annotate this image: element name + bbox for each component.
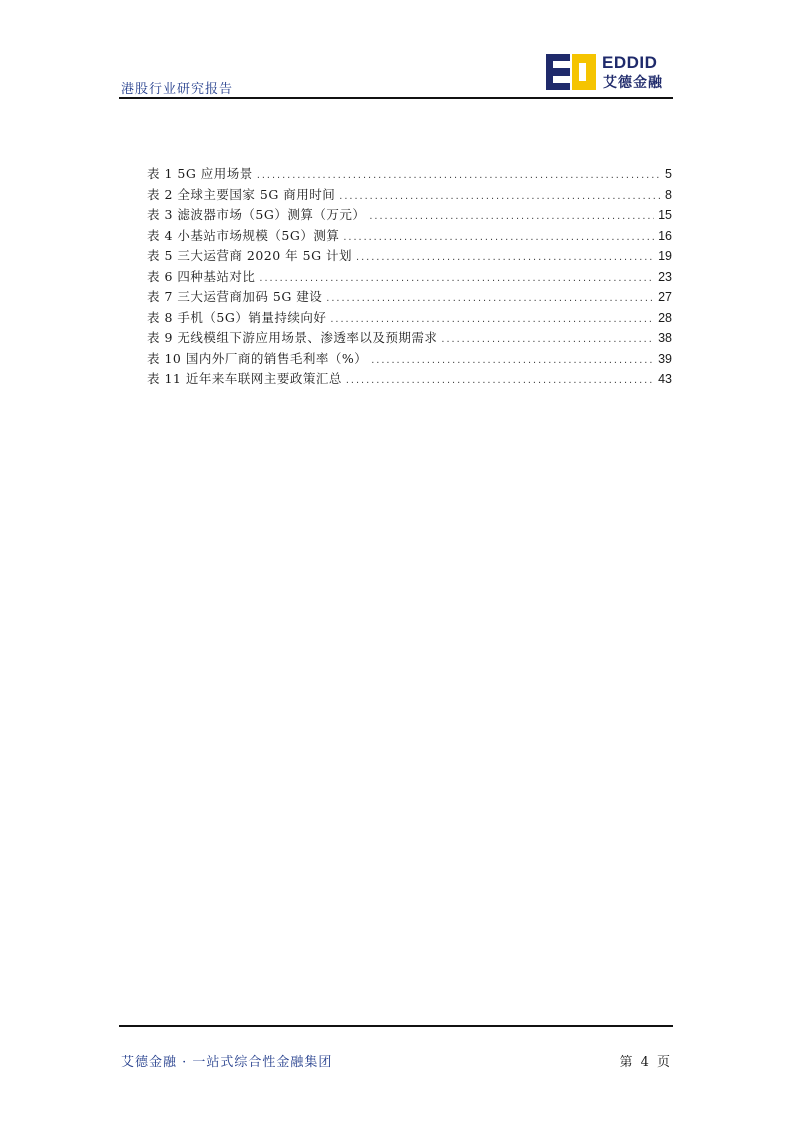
toc-entry[interactable] <box>147 369 672 390</box>
toc-entry-label: 表 11 近年来车联网主要政策汇总 <box>147 371 342 386</box>
toc-entry-label: 表 5 三大运营商 2020 年 5G 计划 <box>147 248 353 263</box>
table-of-tables <box>147 164 672 390</box>
toc-entry[interactable] <box>147 185 672 206</box>
toc-entry[interactable] <box>147 246 672 267</box>
eddid-logo-mark-icon <box>546 54 596 90</box>
toc-entry[interactable] <box>147 205 672 226</box>
report-category-title: 港股行业研究报告 <box>121 82 234 97</box>
toc-entry-page-number: 16 <box>658 228 672 243</box>
toc-entry[interactable] <box>147 287 672 308</box>
toc-entry[interactable] <box>147 328 672 349</box>
toc-entry-page-number: 43 <box>658 372 672 386</box>
toc-entry-page-number: 39 <box>658 351 672 366</box>
toc-dot-leader <box>326 292 654 304</box>
toc-entry-page-number: 19 <box>658 249 672 263</box>
footer-company-slogan: 艾德金融 · 一站式综合性金融集团 <box>121 1055 333 1070</box>
toc-dot-leader <box>259 272 654 284</box>
toc-entry-page-number: 38 <box>658 331 672 345</box>
header-divider <box>119 97 673 99</box>
toc-entry-page-number: 23 <box>658 269 672 284</box>
toc-dot-leader <box>346 374 654 386</box>
toc-dot-leader <box>330 313 654 325</box>
toc-dot-leader <box>369 210 654 222</box>
toc-dot-leader <box>441 333 654 345</box>
toc-dot-leader <box>371 354 654 366</box>
toc-entry-label: 表 9 无线模组下游应用场景、渗透率以及预期需求 <box>147 330 438 345</box>
toc-entry-label: 表 4 小基站市场规模（5G）测算 <box>147 227 340 243</box>
page-number: 第 4 页 <box>619 1055 672 1070</box>
toc-entry-label: 表 1 5G 应用场景 <box>147 166 253 181</box>
toc-entry[interactable] <box>147 226 672 247</box>
toc-entry[interactable] <box>147 164 672 185</box>
toc-entry-label: 表 10 国内外厂商的销售毛利率（%） <box>147 350 368 366</box>
eddid-logo <box>546 54 672 90</box>
logo-chinese-text: 艾德金融 <box>603 75 663 91</box>
toc-entry-label: 表 3 滤波器市场（5G）测算（万元） <box>147 207 366 222</box>
toc-dot-leader <box>356 251 654 263</box>
toc-dot-leader <box>339 190 661 202</box>
logo-english-text: EDDID <box>602 53 658 72</box>
toc-entry-label: 表 6 四种基站对比 <box>147 268 256 284</box>
toc-entry-label: 表 2 全球主要国家 5G 商用时间 <box>147 186 336 202</box>
toc-entry-page-number: 8 <box>665 187 672 202</box>
toc-entry-page-number: 15 <box>658 208 672 222</box>
toc-entry-page-number: 5 <box>665 167 672 181</box>
toc-entry[interactable] <box>147 349 672 370</box>
toc-entry[interactable] <box>147 308 672 329</box>
toc-entry[interactable] <box>147 267 672 288</box>
toc-dot-leader <box>257 169 661 181</box>
toc-dot-leader <box>343 231 654 243</box>
toc-entry-label: 表 7 三大运营商加码 5G 建设 <box>147 289 323 304</box>
footer-divider <box>119 1025 673 1027</box>
toc-entry-page-number: 28 <box>658 310 672 325</box>
toc-entry-page-number: 27 <box>658 290 672 304</box>
toc-entry-label: 表 8 手机（5G）销量持续向好 <box>147 309 327 325</box>
